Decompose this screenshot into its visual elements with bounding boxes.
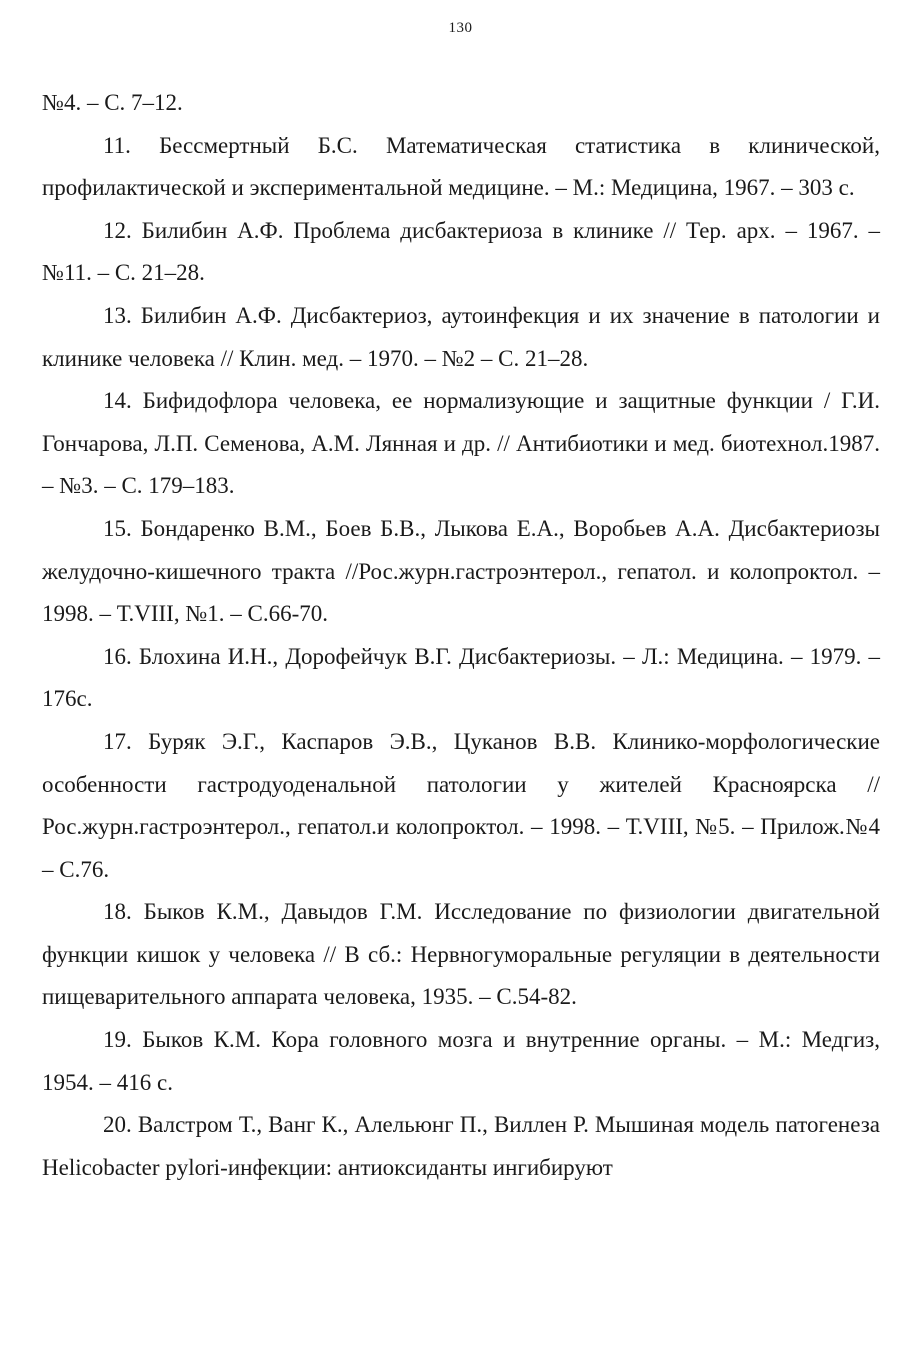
reference-list: [42, 82, 880, 1189]
reference-item-17: 17. Буряк Э.Г., Каспаров Э.В., Цуканов В.В. Клинико-морфологические особенности гастродуоденальной патологии у жителей Красноярска // Рос.журн.гастроэнтерол., гепатол.и колопроктол. – 1998. – Т.VIII, №5. – Прилож.№4 – С.76.: [42, 728, 880, 882]
reference-item-15: 15. Бондаренко В.М., Боев Б.В., Лыкова Е.А., Воробьев А.А. Дисбактериозы желудочно-кишечного тракта //Рос.журн.гастроэнтерол., гепатол. и колопроктол. – 1998. – Т.VIII, №1. – С.66-70.: [42, 515, 880, 627]
page-number: 130: [448, 20, 473, 36]
reference-item-16: 16. Блохина И.Н., Дорофейчук В.Г. Дисбактериозы. – Л.: Медицина. – 1979. – 176с.: [42, 643, 880, 712]
reference-item-13: 13. Билибин А.Ф. Дисбактериоз, аутоинфекция и их значение в патологии и клинике человека // Клин. мед. – 1970. – №2 – С. 21–28.: [42, 302, 880, 371]
reference-item-11: 11. Бессмертный Б.С. Математическая статистика в клинической, профилактической и экспериментальной медицине. – М.: Медицина, 1967. – 303 с.: [42, 132, 880, 201]
reference-item-12: 12. Билибин А.Ф. Проблема дисбактериоза в клинике // Тер. арх. – 1967. – №11. – С. 21–28.: [42, 217, 880, 286]
reference-item-20: 20. Валстром Т., Ванг К., Алельюнг П., Виллен Р. Мышиная модель патогенеза Helicobacter pylori-инфекции: антиоксиданты ингибируют: [42, 1112, 880, 1180]
reference-item-19: 19. Быков К.М. Кора головного мозга и внутренние органы. – М.: Медгиз, 1954. – 416 с.: [42, 1027, 880, 1095]
reference-item-14: 14. Бифидофлора человека, ее нормализующие и защитные функции / Г.И. Гончарова, Л.П. Семенова, А.М. Лянная и др. // Антибиотики и мед. биотехнол.1987. – №3. – С. 179–183.: [42, 388, 880, 499]
reference-continuation: №4. – С. 7–12.: [42, 90, 183, 115]
reference-item-18: 18. Быков К.М., Давыдов Г.М. Исследование по физиологии двигательной функции кишок у человека // В сб.: Нервногуморальные регуляции в деятельности пищеварительного аппарата человека, 1935. – С.54-82.: [42, 899, 880, 1010]
